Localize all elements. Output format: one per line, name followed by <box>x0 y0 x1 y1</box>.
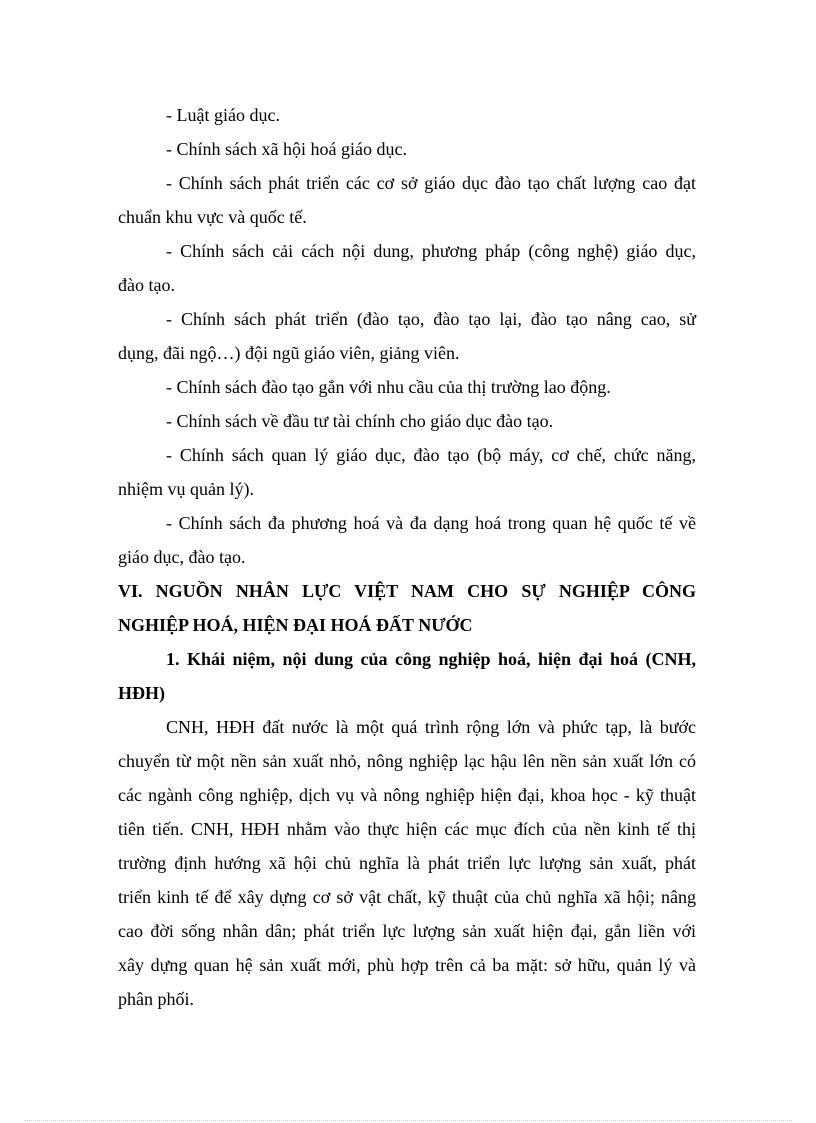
heading-line: HĐH) <box>118 683 165 703</box>
paragraph-line: - Chính sách về đầu tư tài chính cho giáo dục đào tạo. <box>166 411 554 431</box>
heading-line: 1. Khái niệm, nội dung của công nghiệp hoá, hiện đại hoá (CNH, <box>166 649 696 669</box>
paragraph-line: các ngành công nghiệp, dịch vụ và nông nghiệp hiện đại, khoa học - kỹ thuật <box>118 785 696 805</box>
paragraph-line: nhiệm vụ quản lý). <box>118 479 254 499</box>
paragraph-line: - Chính sách đa phương hoá và đa dạng hoá trong quan hệ quốc tế về <box>166 513 696 533</box>
paragraph-line: trường định hướng xã hội chủ nghĩa là phát triển lực lượng sản xuất, phát <box>118 853 696 873</box>
paragraph-line: chuyển từ một nền sản xuất nhỏ, nông nghiệp lạc hậu lên nền sản xuất lớn có <box>118 751 696 771</box>
heading-line: NGHIỆP HOÁ, HIỆN ĐẠI HOÁ ĐẤT NƯỚC <box>118 615 473 635</box>
paragraph-line: - Chính sách phát triển (đào tạo, đào tạo lại, đào tạo nâng cao, sử <box>166 309 696 329</box>
paragraph-line: tiên tiến. CNH, HĐH nhằm vào thực hiện các mục đích của nền kinh tế thị <box>118 819 696 839</box>
paragraph-line: xây dựng quan hệ sản xuất mới, phù hợp trên cả ba mặt: sở hữu, quản lý và <box>118 955 696 975</box>
page-bottom-rule <box>24 1120 792 1121</box>
paragraph-line: - Chính sách đào tạo gắn với nhu cầu của thị trường lao động. <box>166 377 611 397</box>
paragraph-line: dụng, đãi ngộ…) đội ngũ giáo viên, giảng viên. <box>118 343 460 363</box>
paragraph-line: giáo dục, đào tạo. <box>118 547 246 567</box>
paragraph-line: - Chính sách quan lý giáo dục, đào tạo (bộ máy, cơ chế, chức năng, <box>166 445 696 465</box>
paragraph-line: - Chính sách phát triển các cơ sở giáo dục đào tạo chất lượng cao đạt <box>166 173 696 193</box>
paragraph-line: triển kinh tế để xây dựng cơ sở vật chất, kỹ thuật của chủ nghĩa xã hội; nâng <box>118 887 696 907</box>
paragraph-line: - Chính sách cải cách nội dung, phương pháp (công nghệ) giáo dục, <box>166 241 696 261</box>
paragraph-line: đào tạo. <box>118 275 175 295</box>
paragraph-line: phân phối. <box>118 989 194 1009</box>
paragraph-line: cao đời sống nhân dân; phát triển lực lượng sản xuất hiện đại, gắn liền với <box>118 921 696 941</box>
paragraph-line: - Luật giáo dục. <box>166 105 280 125</box>
paragraph-line: - Chính sách xã hội hoá giáo dục. <box>166 139 407 159</box>
heading-line: VI. NGUỒN NHÂN LỰC VIỆT NAM CHO SỰ NGHIỆP CÔNG <box>118 581 696 601</box>
paragraph-line: chuẩn khu vực và quốc tế. <box>118 207 307 227</box>
paragraph-line: CNH, HĐH đất nước là một quá trình rộng lớn và phức tạp, là bước <box>166 717 696 737</box>
document-body <box>118 98 696 1016</box>
